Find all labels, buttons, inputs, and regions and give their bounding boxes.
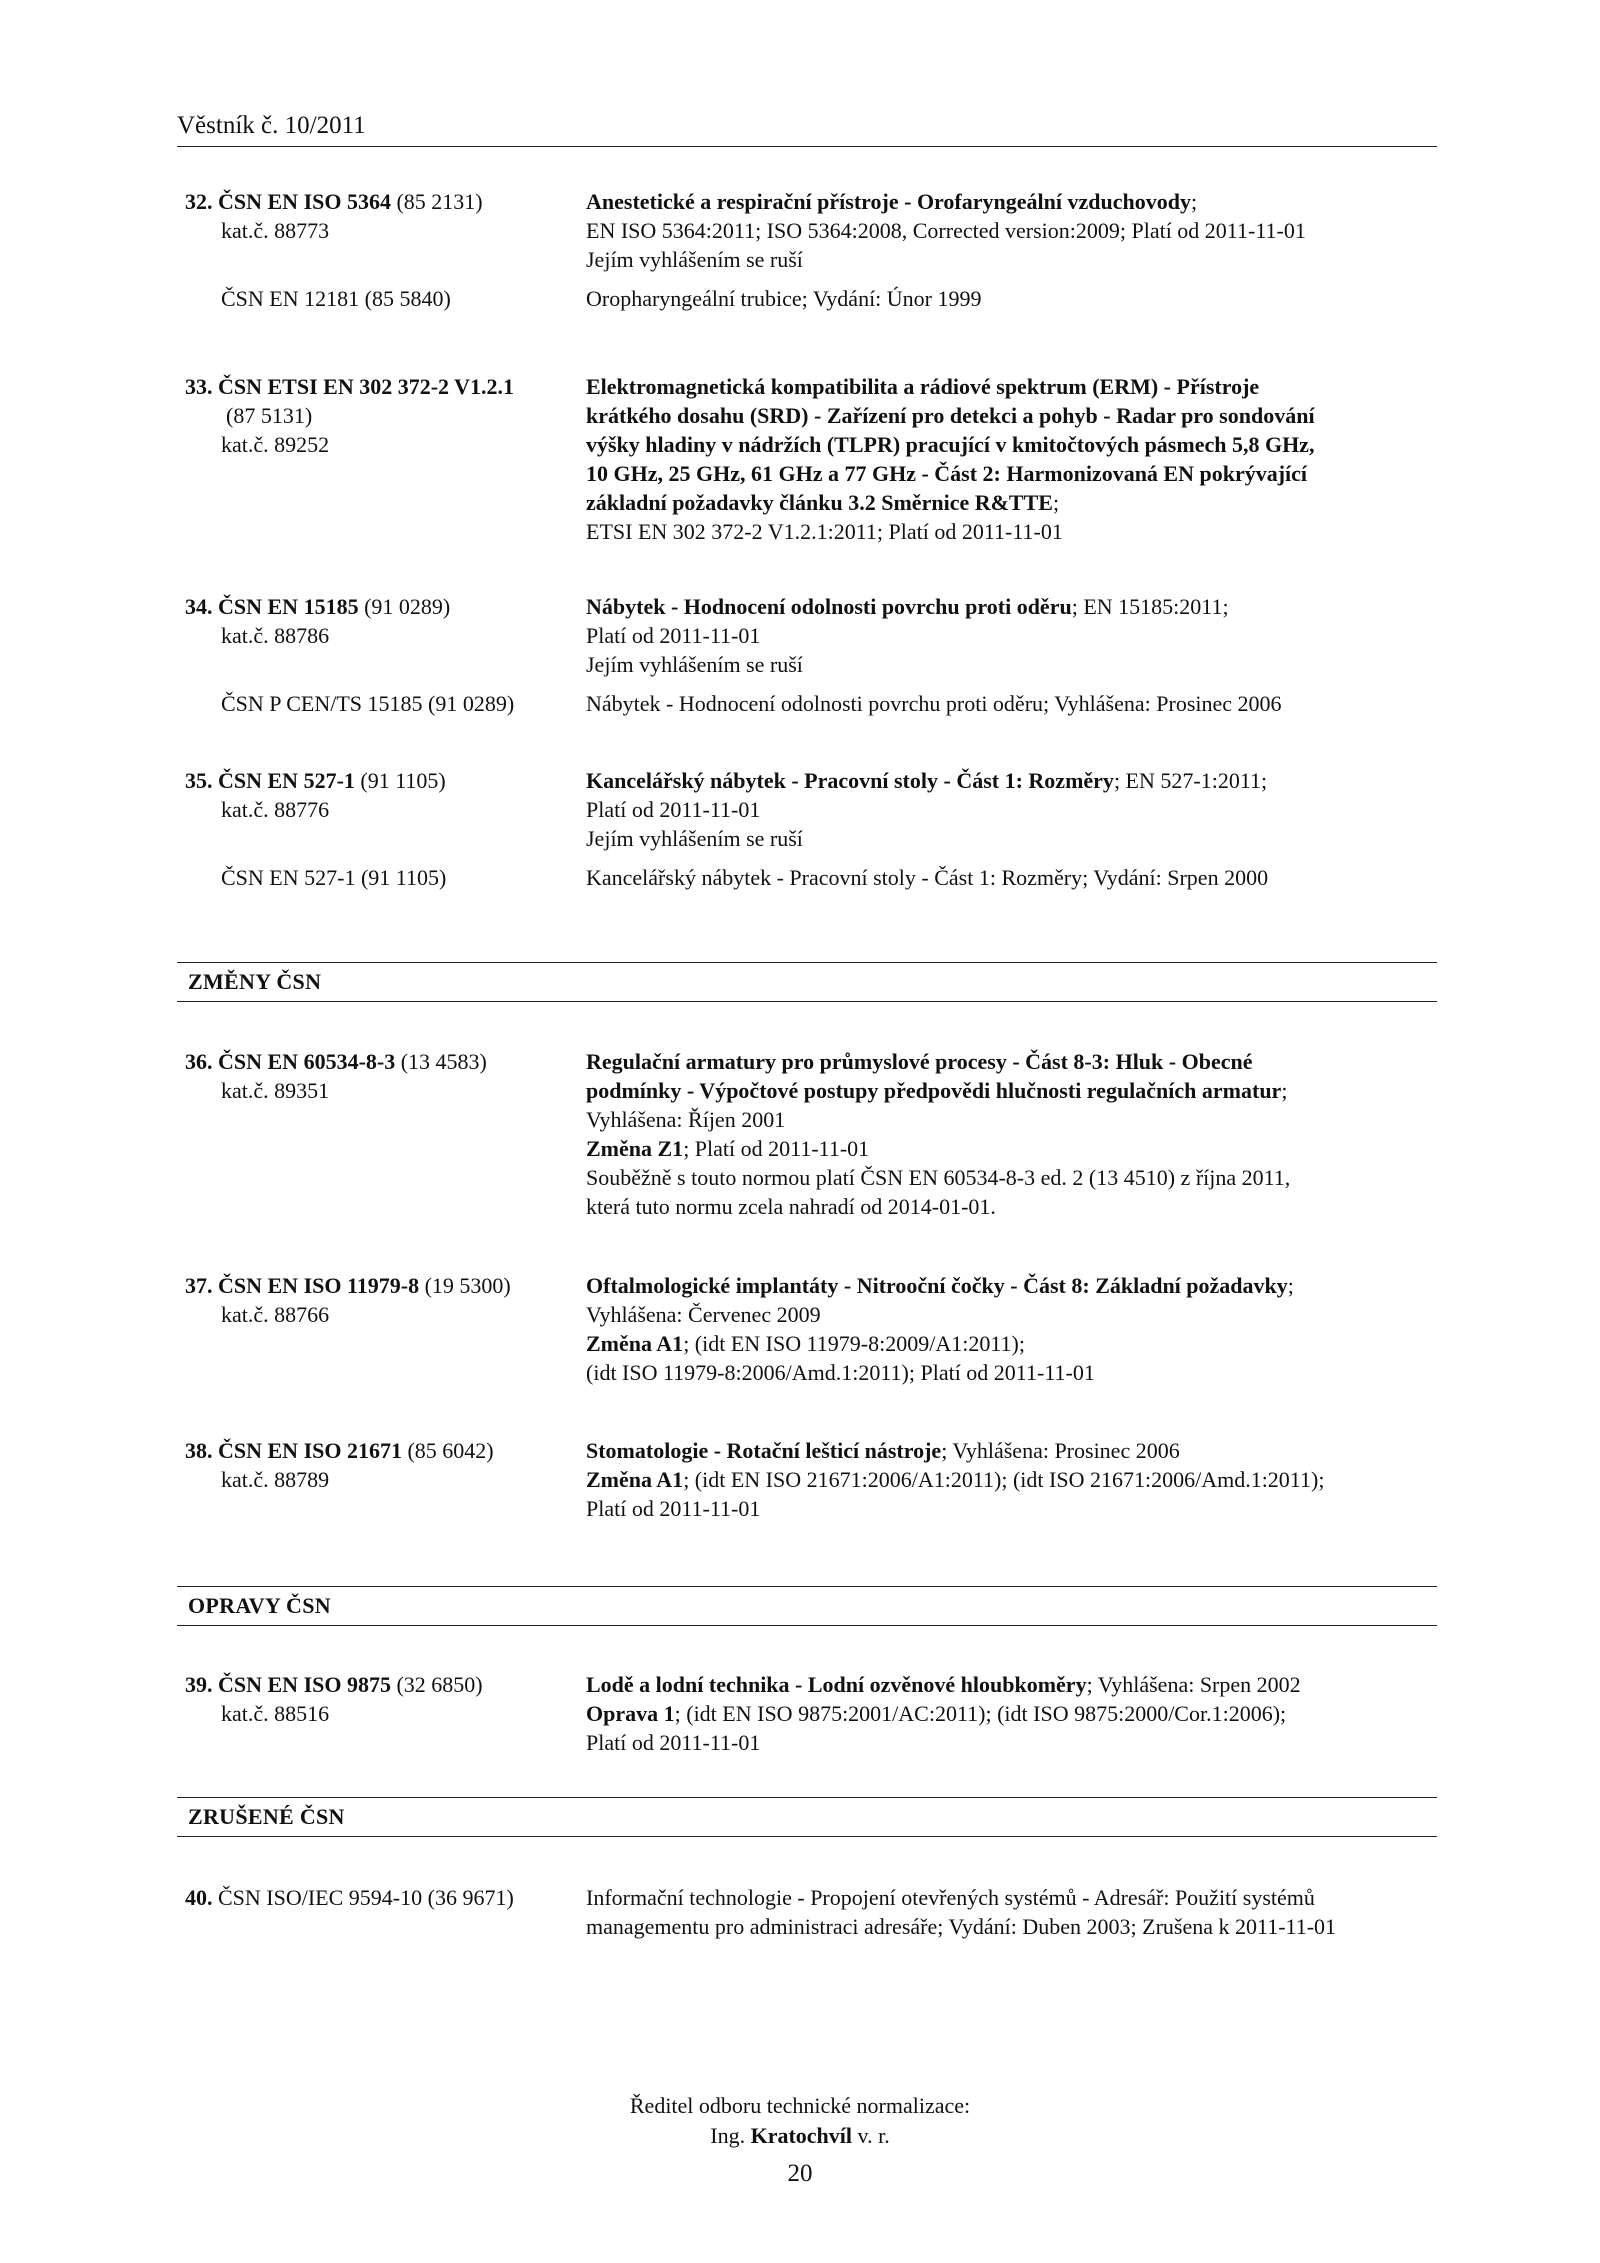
standard-entry-32 <box>0 187 1600 313</box>
replaced-standard-code: ČSN EN 12181 (85 5840) <box>221 286 451 311</box>
section-rule-bottom <box>177 1001 1437 1002</box>
page-number: 20 <box>787 2160 813 2187</box>
entry-id: 40. ČSN ISO/IEC 9594-10 (36 9671) <box>185 1885 514 1910</box>
entry-title: Oftalmologické implantáty - Nitrooční čočky - Část 8: Základní požadavky; <box>586 1273 1294 1298</box>
catalog-number: kat.č. 88789 <box>221 1467 330 1492</box>
catalog-number: kat.č. 89351 <box>221 1078 330 1103</box>
class-code: (85 2131) <box>390 189 483 214</box>
class-code: (91 1105) <box>354 768 446 793</box>
entry-title: Elektromagnetická kompatibilita a rádiové spektrum (ERM) - Přístroje <box>586 374 1260 399</box>
standard-entry-37 <box>0 1271 1600 1387</box>
standard-code: ČSN ETSI EN 302 372-2 V1.2.1 <box>218 374 515 399</box>
entry-detail: Jejím vyhlášením se ruší <box>586 247 803 272</box>
entry-detail: Vyhlášena: Říjen 2001 <box>586 1107 786 1132</box>
entry-id: 35. ČSN EN 527-1 (91 1105) <box>185 768 446 793</box>
entry-id: 34. ČSN EN 15185 (91 0289) <box>185 594 451 619</box>
standard-entry-38 <box>0 1436 1600 1523</box>
entry-detail: Platí od 2011-11-01 <box>586 1730 761 1755</box>
journal-title: Věstník č. 10/2011 <box>177 112 366 139</box>
standard-code: ČSN EN ISO 11979-8 <box>218 1273 420 1298</box>
entry-title: Stomatologie - Rotační lešticí nástroje; Vyhlášena: Prosinec 2006 <box>586 1438 1180 1463</box>
section-title-cancelled: ZRUŠENÉ ČSN <box>188 1804 345 1829</box>
replaced-standard-code: ČSN P CEN/TS 15185 (91 0289) <box>221 691 515 716</box>
replaced-standard-text: Nábytek - Hodnocení odolnosti povrchu proti oděru; Vyhlášena: Prosinec 2006 <box>586 691 1282 716</box>
standard-code: ČSN EN 15185 <box>218 594 359 619</box>
correction: Oprava 1; (idt EN ISO 9875:2001/AC:2011); (idt ISO 9875:2000/Cor.1:2006); <box>586 1701 1287 1726</box>
entry-id: 38. ČSN EN ISO 21671 (85 6042) <box>185 1438 494 1463</box>
replaced-standard-code: ČSN EN 527-1 (91 1105) <box>221 865 447 890</box>
replaced-standard-text: Kancelářský nábytek - Pracovní stoly - Část 1: Rozměry; Vydání: Srpen 2000 <box>586 865 1269 890</box>
header-rule <box>177 146 1437 147</box>
standard-entry-36: 36. ČSN EN 60534-8-3 (13 4583) Regulační armatury pro průmyslové procesy - Část 8-3: Hluk - Obecné kat.č. 89351 podmínky - Výpočtové postupy předpovědi hlučnosti regulačních armatur; Vyhlášena: Říjen 2001 Změna Z1; Platí od 2011-11-01 Souběžně s touto normou platí ČSN EN 60534-8-3 ed. 2 (13 4510) z října 2011, která tuto normu zcela nahradí od 2014-01-01. <box>185 1049 1291 1219</box>
signatory-role: Ředitel odboru technické normalizace: <box>629 2093 971 2118</box>
entry-title: Lodě a lodní technika - Lodní ozvěnové hloubkoměry; Vyhlášena: Srpen 2002 <box>586 1672 1301 1697</box>
entry-detail: Platí od 2011-11-01 <box>586 623 761 648</box>
section-rule-bottom <box>177 1836 1437 1837</box>
class-code: (87 5131) <box>226 403 313 428</box>
class-code: (19 5300) <box>419 1273 511 1298</box>
class-code: (85 6042) <box>401 1438 494 1463</box>
entry-id: 33. ČSN ETSI EN 302 372-2 V1.2.1 <box>185 374 515 399</box>
standard-entry-35 <box>0 766 1600 892</box>
standard-entry-33: 33. ČSN ETSI EN 302 372-2 V1.2.1 Elektromagnetická kompatibilita a rádiové spektrum (ERM) - Přístroje (87 5131) krátkého dosahu (SRD) - Zařízení pro detekci a pohyb - Radar pro sondování kat.č. 89252 výšky hladiny v nádržích (TLPR) pracující v kmitočtových pásmech 5,8 GHz, 10 GHz, 25 GHz, 61 GHz a 77 GHz - Část 2: Harmonizovaná EN pokrývající základní požadavky článku 3.2 Směrnice R&TTE; ETSI EN 302 372-2 V1.2.1:2011; Platí od 2011-11-01 <box>185 374 1315 544</box>
entry-id: 39. ČSN EN ISO 9875 (32 6850) <box>185 1672 483 1697</box>
catalog-number: kat.č. 88786 <box>221 623 330 648</box>
signatory-name: Ing. Kratochvíl v. r. <box>710 2123 890 2148</box>
standard-entry-34 <box>0 592 1600 718</box>
standard-entry-39 <box>0 1670 1600 1757</box>
entry-detail: ETSI EN 302 372-2 V1.2.1:2011; Platí od 2011-11-01 <box>586 519 1063 544</box>
amendment: Změna Z1; Platí od 2011-11-01 <box>586 1136 870 1161</box>
entry-title: Regulační armatury pro průmyslové procesy - Část 8-3: Hluk - Obecné <box>586 1049 1253 1074</box>
amendment: Změna A1; (idt EN ISO 21671:2006/A1:2011); (idt ISO 21671:2006/Amd.1:2011); <box>586 1467 1325 1492</box>
entry-title: Nábytek - Hodnocení odolnosti povrchu proti oděru; EN 15185:2011; <box>586 594 1229 619</box>
entry-id: 37. ČSN EN ISO 11979-8 (19 5300) <box>185 1273 511 1298</box>
signature-block <box>0 2091 1600 2151</box>
standard-code: ČSN EN 60534-8-3 <box>218 1049 396 1074</box>
catalog-number: kat.č. 89252 <box>221 432 330 457</box>
entry-detail: (idt ISO 11979-8:2006/Amd.1:2011); Platí od 2011-11-01 <box>586 1360 1095 1385</box>
entry-id: 32. ČSN EN ISO 5364 (85 2131) <box>185 189 483 214</box>
section-title-changes: ZMĚNY ČSN <box>188 969 322 994</box>
standard-code: ČSN ISO/IEC 9594-10 (36 9671) <box>212 1885 514 1910</box>
entry-title: Anestetické a respirační přístroje - Orofaryngeální vzduchovody; <box>586 189 1198 214</box>
standard-code: ČSN EN ISO 21671 <box>218 1438 402 1463</box>
standard-entry-40 <box>0 1883 1600 1941</box>
catalog-number: kat.č. 88516 <box>221 1701 330 1726</box>
section-rule-top <box>177 1586 1437 1587</box>
entry-detail: Jejím vyhlášením se ruší <box>586 652 803 677</box>
entry-title: Informační technologie - Propojení otevřených systémů - Adresář: Použití systémů <box>586 1885 1315 1910</box>
entry-detail: Jejím vyhlášením se ruší <box>586 826 803 851</box>
class-code: (91 0289) <box>358 594 451 619</box>
entry-detail: managementu pro administraci adresáře; Vydání: Duben 2003; Zrušena k 2011-11-01 <box>586 1914 1337 1939</box>
entry-detail: EN ISO 5364:2011; ISO 5364:2008, Corrected version:2009; Platí od 2011-11-01 <box>586 218 1306 243</box>
entry-detail: Vyhlášena: Červenec 2009 <box>586 1302 821 1327</box>
catalog-number: kat.č. 88773 <box>221 218 330 243</box>
entry-title: Kancelářský nábytek - Pracovní stoly - Část 1: Rozměry; EN 527-1:2011; <box>586 768 1268 793</box>
standard-code: ČSN EN ISO 5364 <box>218 189 391 214</box>
class-code: (32 6850) <box>390 1672 483 1697</box>
entry-detail: Platí od 2011-11-01 <box>586 1496 761 1521</box>
amendment: Změna A1; (idt EN ISO 11979-8:2009/A1:2011); <box>586 1331 1025 1356</box>
entry-detail: která tuto normu zcela nahradí od 2014-01-01. <box>586 1194 996 1219</box>
standard-code: ČSN EN 527-1 <box>218 768 355 793</box>
catalog-number: kat.č. 88766 <box>221 1302 330 1327</box>
class-code: (13 4583) <box>395 1049 487 1074</box>
section-title-corrections: OPRAVY ČSN <box>188 1593 331 1618</box>
entry-detail: Platí od 2011-11-01 <box>586 797 761 822</box>
section-rule-top <box>177 1797 1437 1798</box>
catalog-number: kat.č. 88776 <box>221 797 330 822</box>
standard-code: ČSN EN ISO 9875 <box>218 1672 391 1697</box>
replaced-standard-text: Oropharyngeální trubice; Vydání: Únor 1999 <box>586 286 982 311</box>
section-rule-bottom <box>177 1625 1437 1626</box>
entry-detail: Souběžně s touto normou platí ČSN EN 60534-8-3 ed. 2 (13 4510) z října 2011, <box>586 1165 1291 1190</box>
section-rule-top <box>177 962 1437 963</box>
entry-id: 36. ČSN EN 60534-8-3 (13 4583) <box>185 1049 487 1074</box>
